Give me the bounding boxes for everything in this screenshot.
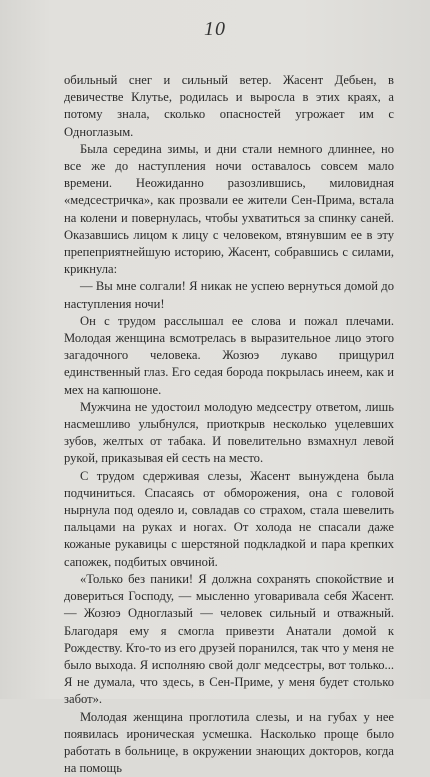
paragraph-2: Была середина зимы, и дни стали немного длиннее, но все же до наступления ночи оставалось совсем мало времени. Неожиданно разозлившись, миловидная «медсестричка», как прозвали ее жители Сен-Прима, встала на колени и повернулась, чтобы ухватиться за спинку саней. Оказавшись лицом к лицу с человеком, втянувшим ее в эту препеприятнейшую историю, Жасент, собравшись с силами, крикнула: [64, 141, 394, 277]
paragraph-8: Молодая женщина проглотила слезы, и на губах у нее появилась ироническая усмешка. Насколько проще было работать в больнице, в окружении знающих докторов, когда на помощь [64, 709, 394, 776]
paragraph-5: Мужчина не удостоил молодую медсестру ответом, лишь насмешливо улыбнулся, приоткрыв несколько уцелевших зубов, желтых от табака. И повелительно взмахнул левой рукой, приказывая ей сесть на место. [64, 399, 394, 466]
body-text [64, 72, 394, 777]
page-number: 10 [204, 18, 226, 40]
paragraph-6: С трудом сдерживая слезы, Жасент вынуждена была подчиниться. Спасаясь от обморожения, она с головой нырнула под одеяло и, совладав со страхом, стала шевелить пальцами на руках и ногах. От холода не спасали даже кожаные рукавицы с шерстяной подкладкой и пара крепких сапожек, подбитых овчиной. [64, 468, 394, 569]
paragraph-4: Он с трудом расслышал ее слова и пожал плечами. Молодая женщина всмотрелась в выразительное лицо этого загадочного человека. Жозюэ лукаво прищурил единственный глаз. Его седая борода покрылась инеем, как и мех на капюшоне. [64, 313, 394, 397]
paragraph-3: — Вы мне солгали! Я никак не успею вернуться домой до наступления ночи! [64, 279, 394, 311]
paragraph-1: обильный снег и сильный ветер. Жасент Дебьен, в девичестве Клутье, родилась и выросла в этих краях, а потому знала, сколько опасностей угрожает им с Одноглазым. [64, 73, 394, 139]
paragraph-7: «Только без паники! Я должна сохранять спокойствие и довериться Господу, — мысленно уговаривала себя Жасент. — Жозюэ Одноглазый — человек сильный и отважный. Благодаря ему я смогла привезти Анатали домой к Рождеству. Кто-то из его друзей поранился, так что у меня не было выхода. Я исполняю свой долг медсестры, вот только... Я не думала, что здесь, в Сен-Приме, у меня будет столько забот». [64, 571, 394, 707]
